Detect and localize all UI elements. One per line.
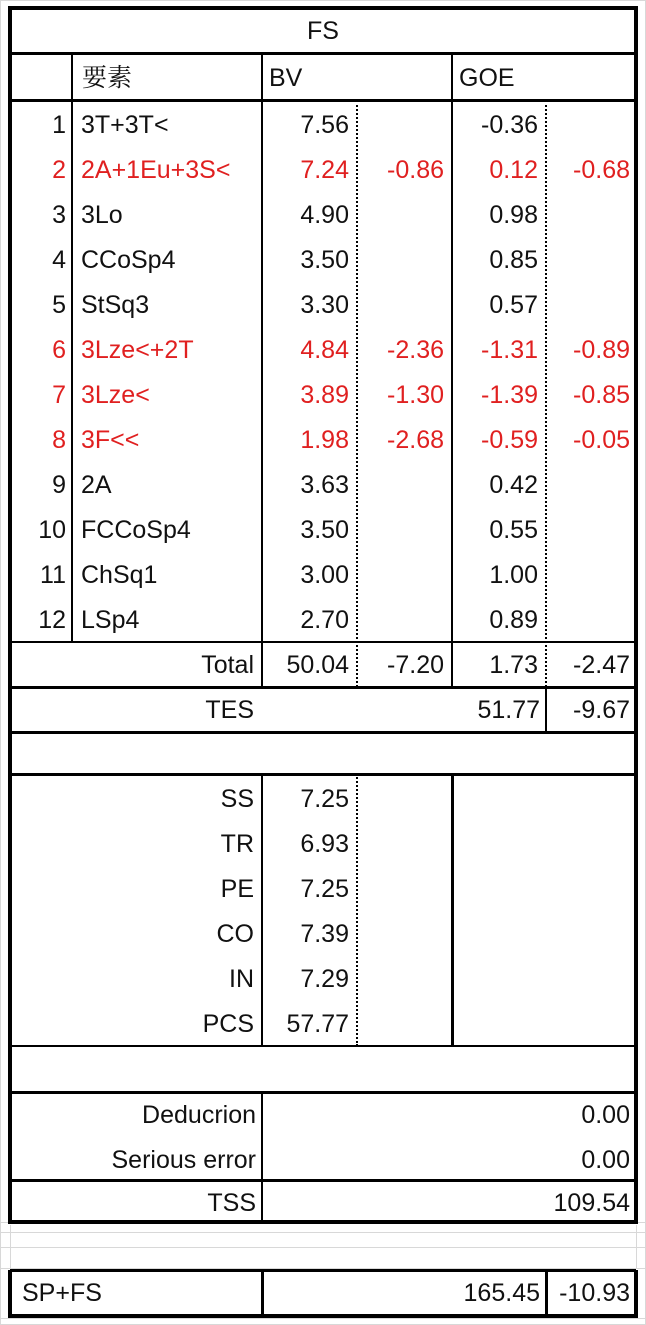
element-number: 5 bbox=[52, 291, 66, 319]
goe-value: -1.39 bbox=[481, 381, 538, 409]
base-value: 1.98 bbox=[300, 426, 349, 454]
base-value: 3.50 bbox=[300, 246, 349, 274]
goe-value: 0.42 bbox=[489, 471, 538, 499]
element-number: 7 bbox=[52, 381, 66, 409]
component-label: SS bbox=[220, 785, 254, 813]
goe-value: -0.36 bbox=[481, 111, 538, 139]
base-value: 3.89 bbox=[300, 381, 349, 409]
element-name: StSq3 bbox=[81, 291, 150, 319]
base-value: 7.56 bbox=[300, 111, 349, 139]
border-line bbox=[8, 6, 12, 1224]
base-value-deduction: -2.68 bbox=[387, 426, 444, 454]
base-value: 2.70 bbox=[300, 606, 349, 634]
border-line bbox=[545, 1270, 548, 1316]
component-label: PE bbox=[220, 875, 254, 903]
element-name: 3F<< bbox=[81, 426, 140, 454]
border-line bbox=[10, 1045, 636, 1047]
element-number: 8 bbox=[52, 426, 66, 454]
element-name: ChSq1 bbox=[81, 561, 158, 589]
border-line bbox=[10, 731, 636, 734]
element-name: 3Lze< bbox=[81, 381, 150, 409]
dotted-divider bbox=[356, 774, 358, 1046]
base-value-deduction: -1.30 bbox=[387, 381, 444, 409]
serious-error-label: Serious error bbox=[111, 1146, 256, 1174]
dotted-divider bbox=[356, 100, 358, 687]
border-line bbox=[10, 99, 636, 102]
goe-value: 0.57 bbox=[489, 291, 538, 319]
total-bv-deduction: -7.20 bbox=[387, 651, 444, 679]
border-line bbox=[261, 1092, 263, 1222]
border-line bbox=[10, 641, 636, 643]
component-label: IN bbox=[229, 965, 254, 993]
element-number: 10 bbox=[38, 516, 66, 544]
header-element: 要素 bbox=[82, 64, 133, 92]
pcs-label: PCS bbox=[202, 1010, 254, 1038]
element-number: 6 bbox=[52, 336, 66, 364]
element-name: LSp4 bbox=[81, 606, 140, 634]
goe-value: 0.98 bbox=[489, 201, 538, 229]
border-line bbox=[10, 52, 636, 55]
border-line bbox=[261, 1270, 264, 1316]
element-number: 11 bbox=[40, 561, 66, 589]
tss-value: 109.54 bbox=[553, 1189, 630, 1217]
element-name: 3Lze<+2T bbox=[81, 336, 194, 364]
border-line bbox=[451, 100, 453, 642]
goe-deduction: -0.68 bbox=[573, 156, 630, 184]
border-line bbox=[71, 53, 73, 642]
border-line bbox=[10, 1220, 638, 1224]
goe-value: 1.00 bbox=[489, 561, 538, 589]
tss-label: TSS bbox=[207, 1189, 256, 1217]
gridline bbox=[0, 1232, 646, 1233]
header-goe: GOE bbox=[459, 64, 515, 92]
component-label: TR bbox=[220, 830, 254, 858]
total-goe-deduction: -2.47 bbox=[573, 651, 630, 679]
component-score: 7.29 bbox=[300, 965, 349, 993]
sp-fs-value: 165.45 bbox=[463, 1279, 540, 1307]
goe-value: -0.59 bbox=[481, 426, 538, 454]
element-name: FCCoSp4 bbox=[81, 516, 191, 544]
border-line bbox=[451, 53, 453, 100]
element-number: 2 bbox=[52, 156, 66, 184]
tes-label: TES bbox=[205, 696, 254, 724]
total-bv: 50.04 bbox=[286, 651, 349, 679]
goe-value: 0.89 bbox=[489, 606, 538, 634]
border-line bbox=[10, 1091, 636, 1094]
base-value: 4.90 bbox=[300, 201, 349, 229]
element-number: 12 bbox=[38, 606, 66, 634]
gridline bbox=[0, 1318, 646, 1319]
deduction-label: Deducrion bbox=[142, 1101, 256, 1129]
border-line bbox=[634, 6, 638, 1224]
component-score: 7.25 bbox=[300, 875, 349, 903]
sp-fs-deduction: -10.93 bbox=[559, 1279, 630, 1307]
border-line bbox=[451, 774, 454, 1046]
element-number: 9 bbox=[52, 471, 66, 499]
sheet-title: FS bbox=[307, 17, 339, 45]
base-value: 4.84 bbox=[300, 336, 349, 364]
serious-error-value: 0.00 bbox=[581, 1146, 630, 1174]
gridline bbox=[0, 1247, 646, 1248]
border-line bbox=[261, 774, 263, 1046]
deduction-value: 0.00 bbox=[581, 1101, 630, 1129]
header-bv: BV bbox=[269, 64, 303, 92]
base-value: 3.63 bbox=[300, 471, 349, 499]
border-line bbox=[10, 6, 636, 10]
gridline bbox=[10, 1225, 11, 1268]
goe-value: -1.31 bbox=[481, 336, 538, 364]
border-line bbox=[634, 1270, 638, 1318]
pcs-value: 57.77 bbox=[286, 1010, 349, 1038]
goe-value: 0.55 bbox=[489, 516, 538, 544]
base-value-deduction: -2.36 bbox=[387, 336, 444, 364]
base-value-deduction: -0.86 bbox=[387, 156, 444, 184]
border-line bbox=[8, 1270, 12, 1318]
goe-value: 0.12 bbox=[489, 156, 538, 184]
component-score: 7.39 bbox=[300, 920, 349, 948]
goe-value: 0.85 bbox=[489, 246, 538, 274]
element-name: 3T+3T< bbox=[81, 111, 169, 139]
gridline bbox=[636, 1225, 637, 1268]
element-number: 3 bbox=[52, 201, 66, 229]
component-label: CO bbox=[216, 920, 254, 948]
base-value: 7.24 bbox=[300, 156, 349, 184]
total-goe: 1.73 bbox=[489, 651, 538, 679]
total-label: Total bbox=[201, 651, 254, 679]
border-line bbox=[10, 1179, 636, 1182]
border-line bbox=[10, 686, 636, 689]
goe-deduction: -0.05 bbox=[573, 426, 630, 454]
element-name: CCoSp4 bbox=[81, 246, 176, 274]
sp-fs-label: SP+FS bbox=[22, 1279, 102, 1307]
component-score: 6.93 bbox=[300, 830, 349, 858]
base-value: 3.30 bbox=[300, 291, 349, 319]
element-number: 1 bbox=[52, 111, 66, 139]
gridline bbox=[0, 0, 1, 1325]
border-line bbox=[10, 773, 636, 776]
gridline bbox=[0, 0, 646, 1]
border-line bbox=[10, 1314, 636, 1318]
component-score: 7.25 bbox=[300, 785, 349, 813]
tes-deduction: -9.67 bbox=[573, 696, 630, 724]
tes-value: 51.77 bbox=[477, 696, 540, 724]
element-name: 3Lo bbox=[81, 201, 123, 229]
goe-deduction: -0.85 bbox=[573, 381, 630, 409]
border-line bbox=[545, 687, 547, 732]
base-value: 3.50 bbox=[300, 516, 349, 544]
goe-deduction: -0.89 bbox=[573, 336, 630, 364]
element-name: 2A+1Eu+3S< bbox=[81, 156, 231, 184]
border-line bbox=[10, 1269, 636, 1272]
base-value: 3.00 bbox=[300, 561, 349, 589]
dotted-divider bbox=[545, 100, 547, 687]
element-number: 4 bbox=[52, 246, 66, 274]
border-line bbox=[451, 642, 453, 687]
border-line bbox=[261, 53, 263, 687]
element-name: 2A bbox=[81, 471, 112, 499]
